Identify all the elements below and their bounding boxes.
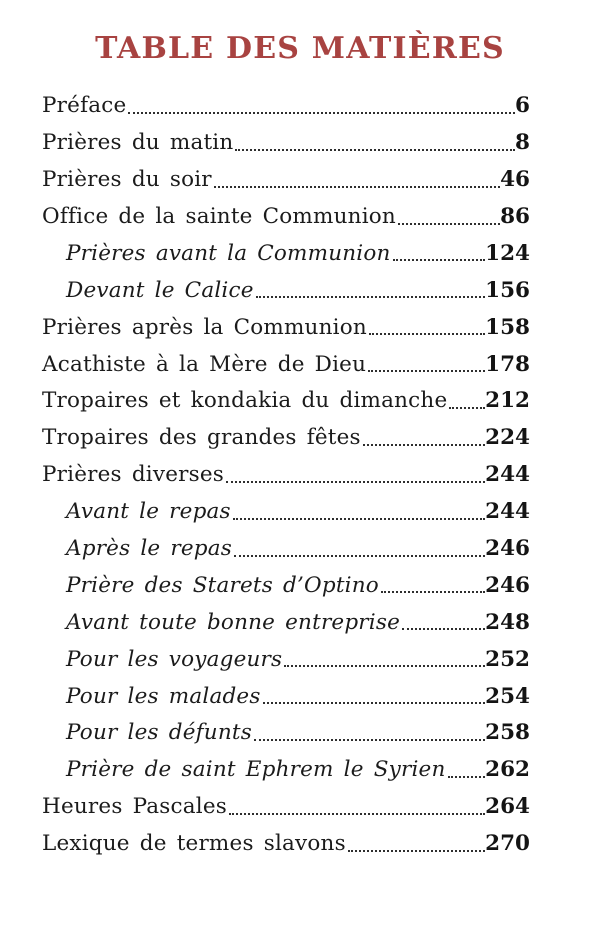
toc-row[interactable] [42, 197, 530, 234]
toc-row[interactable] [42, 639, 530, 676]
dot-leader [398, 223, 500, 225]
toc-entry-page-number: 46 [500, 167, 530, 193]
toc-entry-page-number: 244 [485, 499, 530, 525]
toc-row[interactable] [42, 676, 530, 713]
toc-entry-page-number: 158 [485, 314, 530, 340]
dot-leader [369, 333, 485, 335]
toc-row[interactable] [42, 750, 530, 787]
toc-entry-label: Tropaires des grandes fêtes [42, 425, 361, 451]
toc-row[interactable] [42, 492, 530, 529]
toc-entry-page-number: 246 [485, 572, 530, 598]
dot-leader [402, 628, 485, 630]
toc-row[interactable] [42, 123, 530, 160]
page-title: TABLE DES MATIÈRES [95, 31, 505, 66]
toc-entry-page-number: 258 [485, 720, 530, 746]
toc-row[interactable] [42, 713, 530, 750]
dot-leader [348, 850, 485, 852]
dot-leader [381, 591, 485, 593]
toc-row[interactable] [42, 234, 530, 271]
toc-entry-label: Pour les défunts [66, 720, 252, 746]
dot-leader [448, 776, 486, 778]
toc-row[interactable] [42, 381, 530, 418]
toc-row[interactable] [42, 455, 530, 492]
toc-entry-label: Prières avant la Communion [66, 240, 391, 266]
toc-list [0, 86, 600, 861]
dot-leader [229, 813, 485, 815]
toc-entry-label: Prières du soir [42, 167, 212, 193]
dot-leader [234, 555, 485, 557]
toc-entry-label: Office de la sainte Communion [42, 204, 396, 229]
toc-row[interactable] [42, 602, 530, 639]
toc-entry-page-number: 8 [515, 130, 530, 156]
toc-entry-page-number: 224 [485, 425, 530, 451]
toc-entry-label: Prières après la Communion [42, 314, 367, 340]
toc-row[interactable] [42, 566, 530, 603]
toc-entry-label: Avant le repas [66, 499, 231, 525]
toc-entry-label: Tropaires et kondakia du dimanche [42, 388, 448, 414]
dot-leader [256, 296, 485, 298]
toc-entry-page-number: 252 [485, 646, 530, 672]
toc-entry-label: Prière des Starets d’Optino [66, 572, 379, 598]
toc-row[interactable] [42, 824, 530, 861]
toc-entry-page-number: 270 [485, 831, 530, 857]
dot-leader [128, 112, 515, 114]
toc-entry-label: Préface [42, 93, 127, 119]
toc-entry-page-number: 86 [500, 204, 530, 229]
toc-row[interactable] [42, 787, 530, 824]
toc-entry-page-number: 262 [485, 757, 530, 783]
toc-entry-label: Lexique de termes slavons [42, 831, 346, 857]
toc-row[interactable] [42, 529, 530, 566]
dot-leader [226, 481, 485, 483]
toc-entry-label: Avant toute bonne entreprise [66, 609, 401, 635]
toc-row[interactable] [42, 307, 530, 344]
toc-row[interactable] [42, 86, 530, 123]
toc-entry-label: Prière de saint Ephrem le Syrien [66, 757, 446, 783]
toc-entry-page-number: 6 [515, 93, 530, 119]
toc-row[interactable] [42, 344, 530, 381]
dot-leader [214, 186, 500, 188]
dot-leader [284, 665, 485, 667]
toc-entry-label: Heures Pascales [42, 794, 228, 820]
dot-leader [393, 259, 486, 261]
toc-entry-label: Pour les voyageurs [66, 646, 283, 672]
dot-leader [263, 702, 486, 704]
toc-entry-page-number: 212 [485, 388, 530, 414]
toc-entry-page-number: 254 [485, 683, 530, 709]
toc-entry-page-number: 178 [485, 351, 530, 377]
toc-entry-label: Prières diverses [42, 462, 224, 488]
toc-entry-label: Pour les malades [66, 683, 261, 709]
dot-leader [368, 370, 485, 372]
toc-row[interactable] [42, 270, 530, 307]
dot-leader [449, 407, 485, 409]
toc-entry-page-number: 244 [485, 462, 530, 488]
toc-entry-page-number: 264 [485, 794, 530, 820]
toc-entry-label: Acathiste à la Mère de Dieu [42, 351, 367, 377]
dot-leader [254, 739, 485, 741]
dot-leader [363, 444, 485, 446]
dot-leader [233, 518, 485, 520]
toc-entry-page-number: 248 [485, 609, 530, 635]
toc-row[interactable] [42, 160, 530, 197]
toc-entry-page-number: 124 [485, 240, 530, 266]
toc-entry-label: Après le repas [66, 536, 233, 562]
toc-entry-page-number: 246 [485, 536, 530, 562]
dot-leader [235, 149, 515, 151]
toc-entry-page-number: 156 [485, 277, 530, 303]
toc-entry-label: Devant le Calice [66, 277, 254, 303]
toc-entry-label: Prières du matin [42, 130, 234, 156]
toc-row[interactable] [42, 418, 530, 455]
